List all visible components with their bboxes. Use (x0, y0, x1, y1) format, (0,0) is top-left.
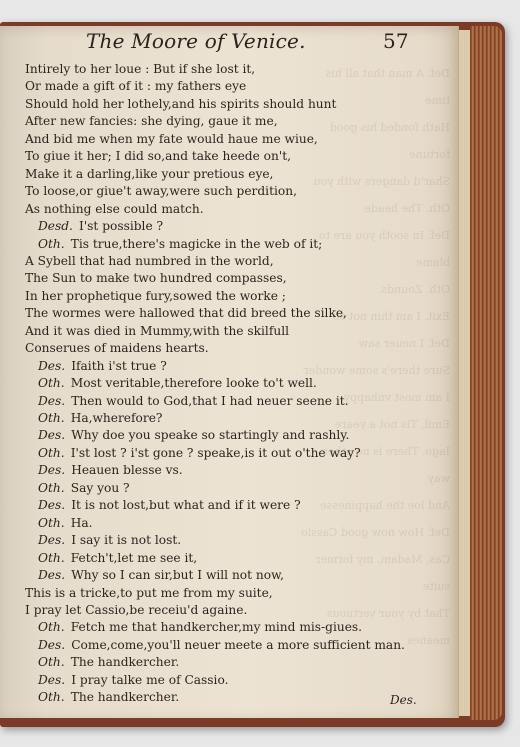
speaker-prefix: Des. (38, 393, 66, 408)
line-text: A Sybell that had numbred in the world, (25, 253, 274, 268)
speech-line (38, 655, 179, 669)
speaker-prefix: Des. (38, 568, 66, 583)
line-text: Fetch me that handkercher,my mind mis-giues. (70, 620, 363, 635)
book-page (0, 26, 459, 718)
verse-line (25, 62, 255, 76)
speech-line (38, 463, 183, 477)
verse-line (25, 289, 286, 303)
speech-line (38, 446, 361, 460)
speaker-prefix: Oth. (38, 550, 65, 565)
line-text: Why so I can sir,but I will not now, (71, 568, 284, 583)
line-text: After new fancies: she dying, gaue it me, (25, 114, 278, 129)
verse-line (25, 79, 246, 93)
line-text: Heauen blesse vs. (71, 463, 183, 478)
speaker-prefix: Des. (38, 358, 66, 373)
line-text: It is not lost,but what and if it were ? (71, 498, 301, 513)
verse-line (25, 603, 247, 617)
speech-line (38, 568, 284, 582)
line-text: The Sun to make two hundred compasses, (25, 271, 287, 286)
catchword: Des. (390, 693, 417, 707)
verse-line (25, 271, 287, 285)
speech-line (38, 359, 167, 373)
line-text: Say you ? (70, 480, 130, 495)
speaker-prefix: Oth. (38, 480, 65, 495)
line-text: The handkercher. (70, 690, 180, 705)
line-text: Ha. (70, 515, 93, 530)
line-text: Intirely to her loue : But if she lost it, (25, 62, 256, 76)
line-text: This is a tricke,to put me from my suite, (25, 585, 273, 600)
speech-line (38, 376, 317, 390)
verse-line (25, 254, 274, 268)
speaker-prefix: Des. (38, 498, 66, 513)
verse-line (25, 202, 204, 216)
speaker-prefix: Oth. (38, 411, 65, 425)
line-text: And bid me when my fate would haue me wiue, (25, 131, 318, 146)
line-text: I pray talke me of Cassio. (71, 672, 229, 687)
verse-line (25, 324, 289, 338)
line-text: I say it is not lost. (71, 533, 182, 548)
line-text: Should hold her lothely,and his spirits should hunt (25, 96, 337, 111)
page-number: 57 (383, 29, 409, 53)
line-text: To giue it her; I did so,and take heede on't, (25, 149, 291, 164)
speech-line (38, 516, 93, 530)
line-text: Make it a darling,like your pretious eye, (25, 166, 274, 181)
speech-line (38, 394, 349, 408)
speaker-prefix: Des. (38, 637, 66, 652)
verse-line (25, 306, 347, 320)
verse-line (25, 184, 297, 198)
speaker-prefix: Desd. (38, 219, 73, 234)
line-text: Most veritable,therefore looke to't well. (70, 376, 317, 391)
text-body (0, 26, 458, 718)
line-text: Tis true,there's magicke in the web of it; (70, 236, 323, 251)
line-text: Why doe you speake so startingly and rashly. (71, 428, 350, 443)
line-text: Come,come,you'll neuer meete a more sufficient man. (71, 637, 405, 652)
verse-line (25, 341, 209, 355)
speaker-prefix: Oth. (38, 515, 65, 530)
line-text: As nothing else could match. (25, 201, 204, 216)
line-text: Ifaith i'st true ? (71, 358, 167, 373)
speaker-prefix: Des. (38, 428, 66, 443)
speaker-prefix: Oth. (38, 655, 65, 670)
line-text: I'st possible ? (79, 219, 164, 234)
speech-line (38, 551, 197, 565)
line-text: Conserues of maidens hearts. (25, 341, 209, 356)
line-text: Fetch't,let me see it, (70, 550, 198, 565)
speech-line (38, 620, 362, 634)
line-text: Or made a gift of it : my fathers eye (25, 79, 247, 94)
verse-line (25, 97, 336, 111)
speech-line (38, 638, 405, 652)
speech-line (38, 481, 130, 495)
verse-line (25, 114, 278, 128)
line-text: To loose,or giue't away,were such perdition, (25, 184, 297, 199)
speech-line (38, 428, 349, 442)
speech-line (38, 690, 179, 704)
show-through-text: Def. A man that all his time Hath fonded his good fortune Shar'd dangers with you Oth. The heade Def. In sooth you are to blame Oth. Zounds. Exit. I am thin not so Def. I neuer saw Sure there's some wonder I am most vnhappy Emil. Tis not a yeare Iago. There is no other way And loe the happinesse Def. How now good Cassio Cas. Madam, my former suite That by your vertuous meanes (301, 67, 450, 647)
line-text: Ha,wherefore? (70, 411, 163, 425)
speaker-prefix: Oth. (38, 620, 65, 635)
header-title: The Moore of Venice. (86, 29, 306, 53)
line-text: I'st lost ? i'st gone ? speake,is it out o'the way? (70, 445, 361, 460)
speech-line (38, 498, 301, 512)
verse-line (25, 167, 273, 181)
speech-line (38, 533, 181, 547)
verse-line (25, 149, 291, 163)
line-text: In her prophetique fury,sowed the worke ; (25, 288, 286, 303)
speaker-prefix: Oth. (38, 445, 65, 460)
speaker-prefix: Oth. (38, 690, 65, 705)
line-text: And it was died in Mummy,with the skilfull (25, 323, 289, 338)
speech-line (38, 673, 228, 687)
verse-line (25, 132, 318, 146)
speaker-prefix: Des. (38, 672, 66, 687)
speech-line (38, 411, 162, 425)
page-edges (470, 26, 502, 720)
verse-line (25, 586, 273, 600)
line-text: The wormes were hallowed that did breed the silke, (25, 306, 347, 321)
speaker-prefix: Oth. (38, 376, 65, 391)
speech-line (38, 219, 163, 233)
line-text: I pray let Cassio,be receiu'd againe. (25, 602, 248, 617)
speaker-prefix: Des. (38, 463, 66, 478)
speaker-prefix: Des. (38, 533, 66, 548)
speaker-prefix: Oth. (38, 236, 65, 251)
line-text: Then would to God,that I had neuer seene it. (71, 393, 349, 408)
speech-line (38, 237, 322, 251)
line-text: The handkercher. (70, 655, 180, 670)
